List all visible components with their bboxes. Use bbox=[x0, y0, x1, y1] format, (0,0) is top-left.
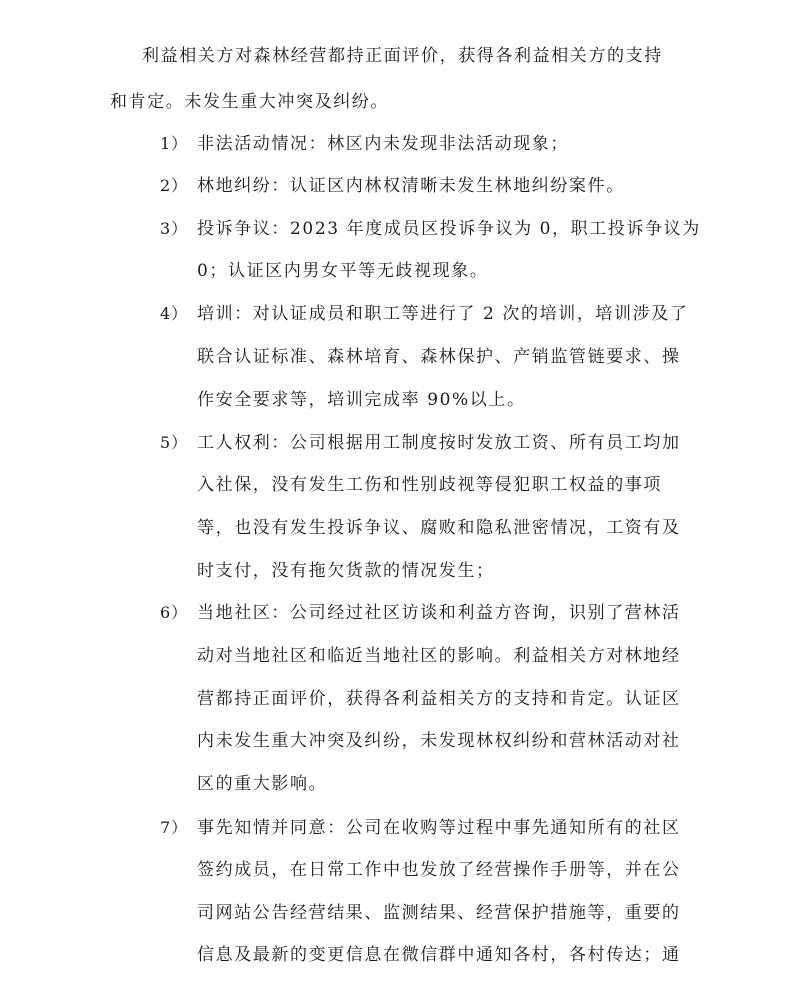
item-7-line-3: 司网站公告经营结果、监测结果、经营保护措施等，重要的 bbox=[197, 903, 681, 923]
item-7-line-4: 信息及最新的变更信息在微信群中通知各村，各村传达；通 bbox=[197, 945, 681, 965]
item-3-number: 3） bbox=[160, 219, 189, 238]
item-5-line-2: 入社保，没有发生工伤和性别歧视等侵犯职工权益的事项 bbox=[197, 475, 662, 495]
item-6-line-2: 动对当地社区和临近当地社区的影响。利益相关方对林地经 bbox=[197, 646, 681, 666]
item-4-line-2: 联合认证标准、森林培育、森林保护、产销监管链要求、操 bbox=[197, 347, 681, 367]
item-4-line-3: 作安全要求等，培训完成率 90%以上。 bbox=[197, 390, 526, 410]
item-5-number: 5） bbox=[160, 433, 189, 452]
intro-line-2: 和肯定。未发生重大冲突及纠纷。 bbox=[110, 92, 389, 112]
item-6-line-1: 当地社区：公司经过社区访谈和利益方咨询，识别了营林活 bbox=[197, 603, 681, 623]
item-4-line-1: 培训：对认证成员和职工等进行了 2 次的培训，培训涉及了 bbox=[197, 304, 689, 324]
item-7-number: 7） bbox=[160, 818, 189, 837]
item-2-line-1: 林地纠纷：认证区内林权清晰未发生林地纠纷案件。 bbox=[197, 176, 625, 196]
item-2-number: 2） bbox=[160, 176, 189, 195]
item-6-number: 6） bbox=[160, 603, 189, 622]
item-1-line-1: 非法活动情况：林区内未发现非法活动现象； bbox=[197, 134, 569, 154]
item-7-line-2: 签约成员，在日常工作中也发放了经营操作手册等，并在公 bbox=[197, 860, 681, 880]
item-5-line-1: 工人权利：公司根据用工制度按时发放工资、所有员工均加 bbox=[197, 433, 681, 453]
item-3-line-2: 0；认证区内男女平等无歧视现象。 bbox=[197, 261, 489, 281]
item-5-line-4: 时支付，没有拖欠货款的情况发生； bbox=[197, 561, 495, 581]
item-6-line-3: 营都持正面评价，获得各利益相关方的支持和肯定。认证区 bbox=[197, 689, 681, 709]
item-1-number: 1） bbox=[160, 134, 189, 153]
item-4-number: 4） bbox=[160, 304, 189, 323]
item-6-line-5: 区的重大影响。 bbox=[197, 774, 328, 794]
intro-line-1: 利益相关方对森林经营都持正面评价，获得各利益相关方的支持 bbox=[142, 46, 663, 66]
item-7-line-1: 事先知情并同意：公司在收购等过程中事先通知所有的社区 bbox=[197, 818, 681, 838]
item-3-line-1: 投诉争议：2023 年度成员区投诉争议为 0，职工投诉争议为 bbox=[197, 219, 701, 239]
item-5-line-3: 等，也没有发生投诉争议、腐败和隐私泄密情况，工资有及 bbox=[197, 518, 681, 538]
item-6-line-4: 内未发生重大冲突及纠纷，未发现林权纠纷和营林活动对社 bbox=[197, 731, 681, 751]
